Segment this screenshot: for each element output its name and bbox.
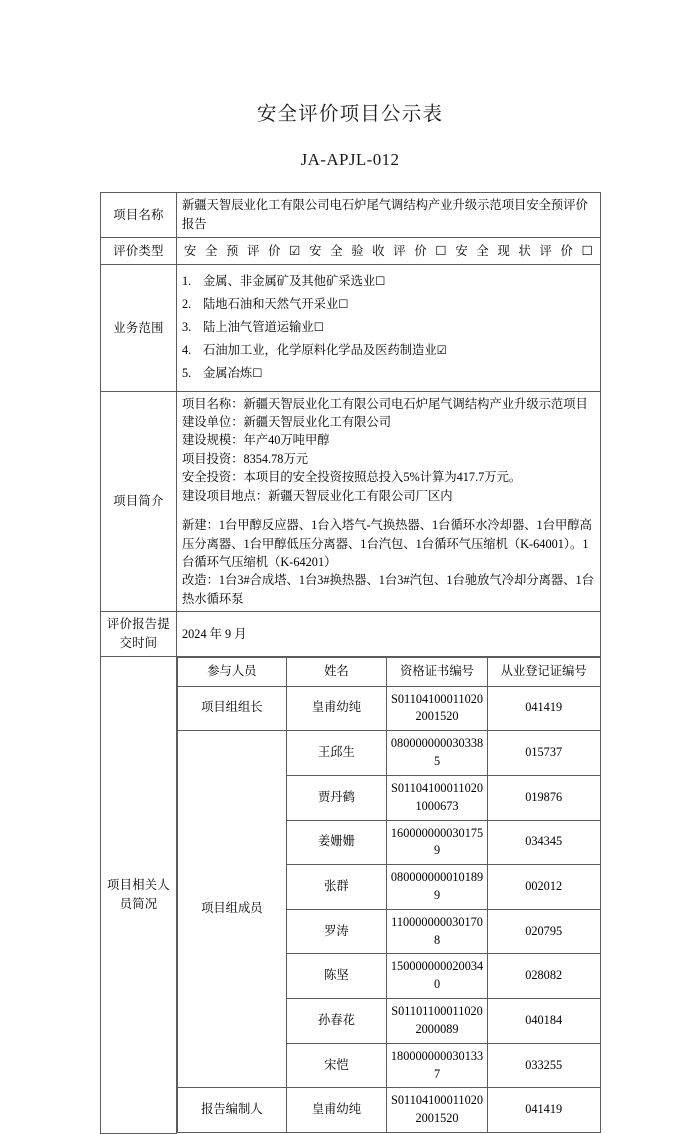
business-scope-item (182, 270, 595, 293)
cell-cert: S011041000110202001520 (387, 686, 488, 731)
cell-cert: 0800000000303385 (387, 731, 488, 776)
disclosure-table (100, 192, 601, 1133)
eval-type-char: 价 (560, 243, 573, 258)
column-header-name: 姓名 (286, 657, 387, 686)
eval-type-char: 评 (539, 243, 552, 258)
cell-reg: 002012 (487, 865, 600, 910)
cell-name: 孙春花 (286, 999, 387, 1044)
cell-role: 报告编制人 (178, 1088, 287, 1133)
label-business-scope: 业务范围 (101, 265, 177, 391)
scope-item-number: 3. (182, 320, 192, 335)
value-business-scope (177, 265, 601, 391)
table-row (178, 686, 601, 731)
cell-name: 宋恺 (286, 1043, 387, 1088)
page-title: 安全评价项目公示表 (256, 104, 444, 125)
table-row-summary (101, 391, 601, 612)
personnel-table (177, 657, 601, 1133)
cell-name: 贾丹鹤 (286, 775, 387, 820)
scope-item-checkbox-3[interactable]: ☐ (313, 320, 324, 335)
table-row-eval-type (101, 237, 601, 265)
scope-item-label: 陆上油气管道运输业☐ (203, 320, 324, 335)
eval-type-char: 安 (309, 243, 322, 258)
summary-line-7: 新建：1台甲醇反应器、1台入塔气-气换热器、1台循环水冷却器、1台甲醇高压分离器、1台甲醇低压分离器、1台汽包、1台循环气压缩机（K-64001）。1台循环气压缩机（K-64201） (182, 518, 592, 570)
summary-line-4: 项目投资：8354.78万元 (182, 451, 309, 466)
cell-reg: 020795 (487, 909, 600, 954)
value-eval-type (177, 237, 601, 265)
value-summary (177, 391, 601, 612)
scope-item-number: 1. (182, 274, 192, 289)
cell-name: 皇甫幼纯 (286, 686, 387, 731)
table-row-personnel (101, 656, 601, 1133)
eval-type-char: 安 (184, 243, 197, 258)
label-personnel: 项目相关人员简况 (101, 656, 177, 1133)
scope-item-number: 2. (182, 297, 192, 312)
eval-type-char: 全 (476, 243, 489, 258)
summary-line-2: 建设单位：新疆天智辰业化工有限公司 (182, 414, 392, 429)
label-project-name: 项目名称 (101, 193, 177, 237)
eval-type-char: 全 (205, 243, 218, 258)
cell-name: 王邱生 (286, 731, 387, 776)
table-row (178, 1088, 601, 1133)
summary-line-6: 建设项目地点：新疆天智辰业化工有限公司厂区内 (182, 488, 453, 503)
eval-type-checkbox-3[interactable]: ☐ (581, 242, 593, 258)
personnel-header-row (178, 657, 601, 686)
cell-reg: 028082 (487, 954, 600, 999)
scope-item-label: 金属、非金属矿及其他矿采选业☐ (203, 274, 386, 289)
eval-type-char: 状 (518, 243, 531, 258)
label-eval-type: 评价类型 (101, 237, 177, 265)
table-row-project-name (101, 193, 601, 237)
cell-reg: 033255 (487, 1043, 600, 1088)
cell-reg: 041419 (487, 686, 600, 731)
value-submit-time: 2024 年 9 月 (177, 612, 601, 656)
summary-line-3: 建设规模：年产40万吨甲醇 (182, 433, 330, 448)
cell-reg: 040184 (487, 999, 600, 1044)
document-page (0, 103, 700, 1126)
summary-line-5: 安全投资：本项目的安全投资按照总投入5%计算为417.7万元。 (182, 470, 522, 485)
business-scope-list (182, 268, 595, 387)
cell-name: 罗涛 (286, 909, 387, 954)
scope-item-label: 陆地石油和天然气开采业☐ (203, 297, 349, 312)
table-row-business-scope (101, 265, 601, 391)
business-scope-item (182, 363, 595, 386)
summary-spacer (182, 505, 595, 516)
cell-cert: 1800000000301337 (387, 1043, 488, 1088)
label-submit-time: 评价报告提交时间 (101, 612, 177, 656)
cell-name: 姜姗姗 (286, 820, 387, 865)
business-scope-item (182, 316, 595, 339)
eval-type-checkbox-2[interactable]: ☐ (435, 242, 447, 258)
cell-name: 皇甫幼纯 (286, 1088, 387, 1133)
scope-item-label: 金属冶炼☐ (203, 366, 263, 381)
cell-cert: S011041000110201000673 (387, 775, 488, 820)
scope-item-checkbox-2[interactable]: ☐ (338, 297, 349, 312)
scope-item-label: 石油加工业，化学原料化学品及医药制造业☑ (203, 343, 447, 358)
eval-type-char: 预 (226, 243, 239, 258)
cell-reg: 019876 (487, 775, 600, 820)
eval-type-char: 收 (372, 243, 385, 258)
eval-type-char: 评 (393, 243, 406, 258)
cell-cert: 1600000000301759 (387, 820, 488, 865)
table-row (178, 731, 601, 776)
scope-item-checkbox-5[interactable]: ☐ (252, 366, 263, 381)
summary-line-1: 项目名称：新疆天智辰业化工有限公司电石炉尾气调结构产业升级示范项目 (182, 396, 588, 411)
column-header-role: 参与人员 (178, 657, 287, 686)
cell-role: 项目组组长 (178, 686, 287, 731)
business-scope-item (182, 293, 595, 316)
document-code: JA-APJL-012 (300, 150, 400, 170)
eval-type-options (182, 241, 595, 262)
cell-name: 张群 (286, 865, 387, 910)
cell-cert: 1100000000301708 (387, 909, 488, 954)
scope-item-number: 4. (182, 343, 192, 358)
cell-cert: 1500000000200340 (387, 954, 488, 999)
label-summary: 项目简介 (101, 391, 177, 612)
eval-type-char: 评 (247, 243, 260, 258)
scope-item-number: 5. (182, 366, 192, 381)
eval-type-char: 价 (268, 243, 281, 258)
business-scope-item (182, 340, 595, 363)
eval-type-char: 全 (330, 243, 343, 258)
cell-reg: 034345 (487, 820, 600, 865)
summary-line-8: 改造：1台3#合成塔、1台3#换热器、1台3#汽包、1台驰放气冷却分离器、1台热水循环泵 (182, 573, 594, 606)
eval-type-char: 价 (414, 243, 427, 258)
cell-cert: S011011000110202000089 (387, 999, 488, 1044)
value-personnel (177, 656, 601, 1133)
value-project-name: 新疆天智辰业化工有限公司电石炉尾气调结构产业升级示范项目安全预评价报告 (177, 193, 601, 237)
eval-type-char: 现 (497, 243, 510, 258)
cell-reg: 015737 (487, 731, 600, 776)
eval-type-char: 验 (351, 243, 364, 258)
cell-reg: 041419 (487, 1088, 600, 1133)
cell-name: 陈坚 (286, 954, 387, 999)
column-header-cert: 资格证书编号 (387, 657, 488, 686)
scope-item-checkbox-1[interactable]: ☐ (375, 274, 386, 289)
column-header-reg: 从业登记证编号 (487, 657, 600, 686)
cell-cert: S011041000110202001520 (387, 1088, 488, 1133)
eval-type-char: 安 (455, 243, 468, 258)
cell-role-members: 项目组成员 (178, 731, 287, 1088)
eval-type-checkbox-1[interactable]: ☑ (289, 242, 301, 258)
cell-cert: 0800000000101899 (387, 865, 488, 910)
scope-item-checkbox-4[interactable]: ☑ (436, 343, 447, 358)
table-row-submit-time (101, 612, 601, 656)
